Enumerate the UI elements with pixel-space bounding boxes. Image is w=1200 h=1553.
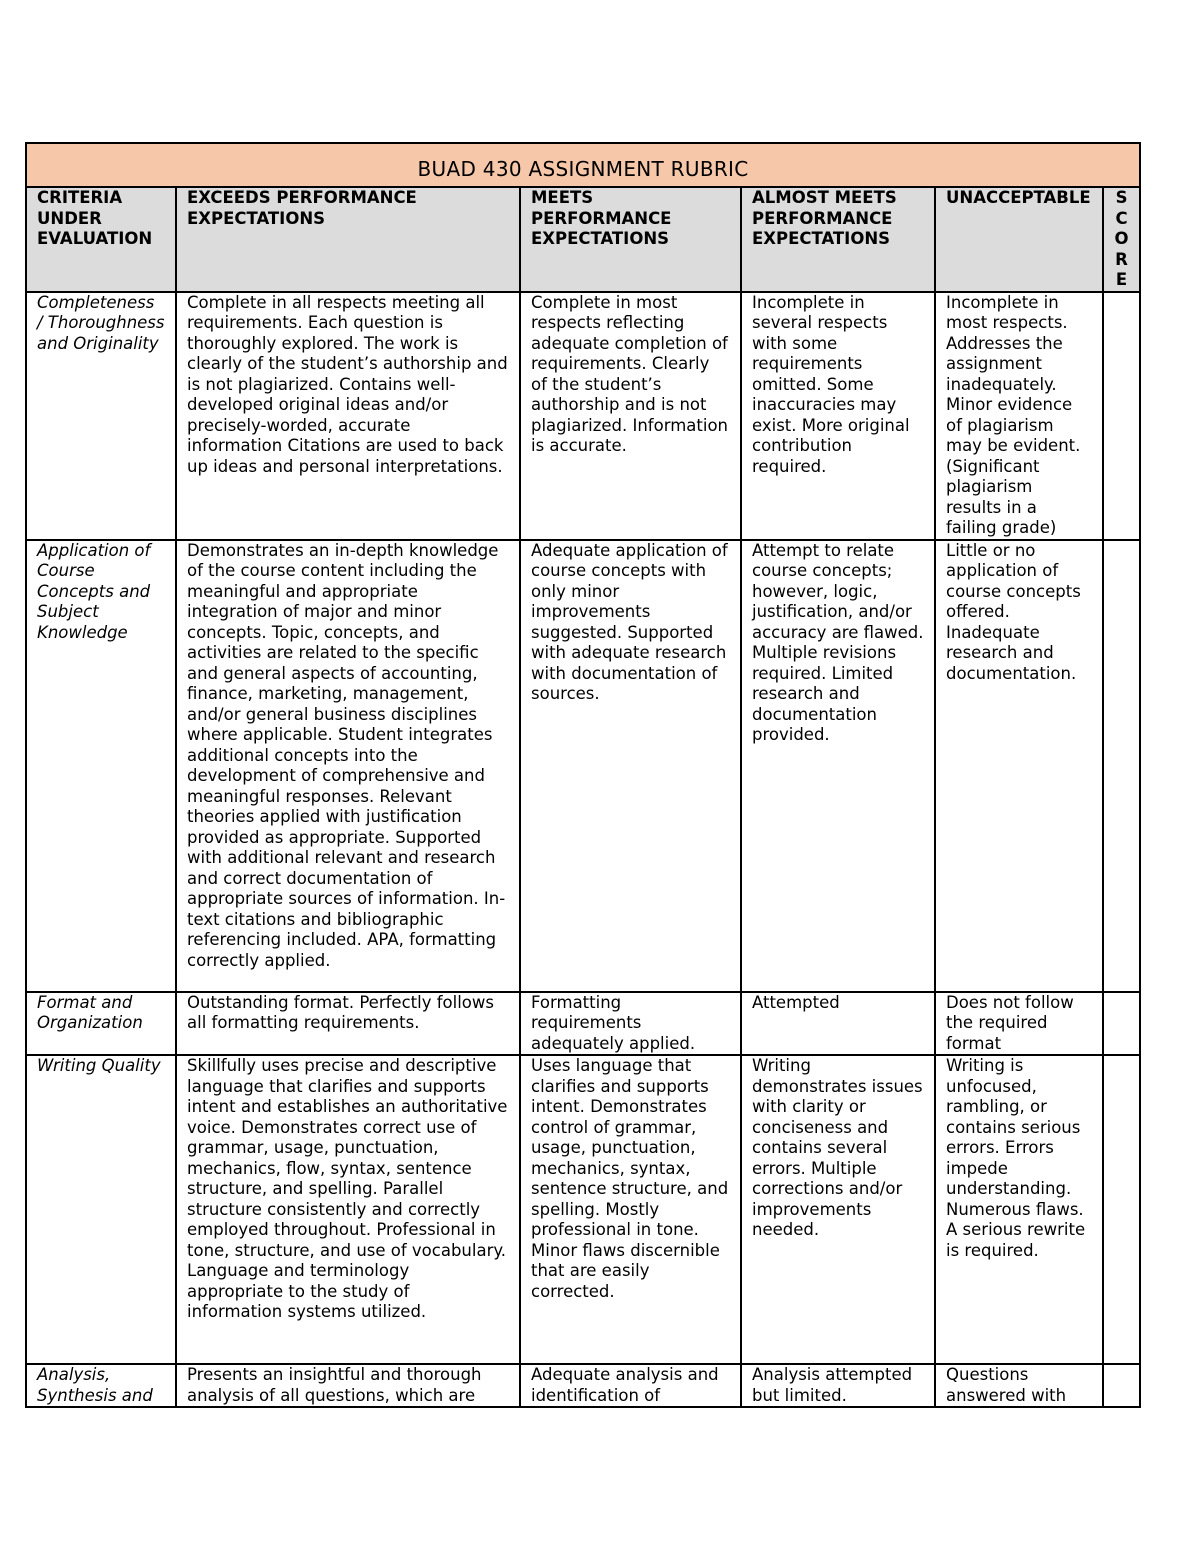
almost-meets-cell: Analysis attempted but limited. — [741, 1364, 935, 1407]
almost-meets-cell: Attempted — [741, 992, 935, 1056]
exceeds-cell: Outstanding format. Perfectly follows all formatting requirements. — [176, 992, 520, 1056]
score-letter: C — [1115, 208, 1128, 228]
criteria-cell: Analysis, Synthesis and — [26, 1364, 176, 1407]
almost-meets-cell: Incomplete in several respects with some requirements omitted. Some inaccuracies may exist. More original contribution required. — [741, 292, 935, 540]
header-meets: MEETS PERFORMANCE EXPECTATIONS — [520, 187, 741, 292]
table-row — [26, 292, 1140, 540]
criteria-cell: Application of Course Concepts and Subject Knowledge — [26, 540, 176, 992]
table-row — [26, 1055, 1140, 1364]
table-row — [26, 540, 1140, 992]
score-letter: R — [1115, 249, 1128, 269]
exceeds-cell: Presents an insightful and thorough analysis of all questions, which are — [176, 1364, 520, 1407]
header-unacceptable: UNACCEPTABLE — [935, 187, 1103, 292]
criteria-cell: Writing Quality — [26, 1055, 176, 1364]
criteria-cell: Completeness / Thoroughness and Originality — [26, 292, 176, 540]
meets-cell: Complete in most respects reflecting adequate completion of requirements. Clearly of the student’s authorship and is not plagiarized. Information is accurate. — [520, 292, 741, 540]
unacceptable-cell: Little or no application of course concepts offered. Inadequate research and documentation. — [935, 540, 1103, 992]
rubric-table — [25, 142, 1141, 1408]
table-row — [26, 992, 1140, 1056]
meets-cell: Uses language that clarifies and supports intent. Demonstrates control of grammar, usage, punctuation, mechanics, syntax, sentence structure, and spelling. Mostly professional in tone. Minor flaws discernible that are easily corrected. — [520, 1055, 741, 1364]
header-row — [26, 187, 1140, 292]
header-almost-meets: ALMOST MEETS PERFORMANCE EXPECTATIONS — [741, 187, 935, 292]
score-letter: O — [1114, 229, 1129, 248]
title-row — [26, 143, 1140, 187]
table-row — [26, 1364, 1140, 1407]
rubric-title: BUAD 430 ASSIGNMENT RUBRIC — [26, 143, 1140, 187]
exceeds-cell: Complete in all respects meeting all requirements. Each question is thoroughly explored. The work is clearly of the student’s authorship and is not plagiarized. Contains well-developed original ideas and/or precisely-worded, accurate information Citations are used to back up ideas and personal interpretations. — [176, 292, 520, 540]
meets-cell: Adequate analysis and identification of — [520, 1364, 741, 1407]
meets-cell: Adequate application of course concepts with only minor improvements suggested. Supported with adequate research with documentation of sources. — [520, 540, 741, 992]
score-cell[interactable] — [1103, 992, 1140, 1056]
score-cell[interactable] — [1103, 1364, 1140, 1407]
exceeds-cell: Demonstrates an in-depth knowledge of the course content including the meaningful and appropriate integration of major and minor concepts. Topic, concepts, and activities are related to the specific and general aspects of accounting, finance, marketing, management, and/or general business disciplines where applicable. Student integrates additional concepts into the development of comprehensive and meaningful responses. Relevant theories applied with justification provided as appropriate. Supported with additional relevant and research and correct documentation of appropriate sources of information. In-text citations and bibliographic referencing included. APA, formatting correctly applied. — [176, 540, 520, 992]
header-criteria: CRITERIA UNDER EVALUATION — [26, 187, 176, 292]
score-cell[interactable] — [1103, 1055, 1140, 1364]
criteria-cell: Format and Organization — [26, 992, 176, 1056]
almost-meets-cell: Writing demonstrates issues with clarity or conciseness and contains several errors. Multiple corrections and/or improvements needed. — [741, 1055, 935, 1364]
almost-meets-cell: Attempt to relate course concepts; however, logic, justification, and/or accuracy are flawed. Multiple revisions required. Limited research and documentation provided. — [741, 540, 935, 992]
unacceptable-cell: Does not follow the required format — [935, 992, 1103, 1056]
header-exceeds: EXCEEDS PERFORMANCE EXPECTATIONS — [176, 187, 520, 292]
score-letter: S — [1115, 188, 1128, 207]
header-score — [1103, 187, 1140, 292]
unacceptable-cell: Incomplete in most respects. Addresses the assignment inadequately. Minor evidence of plagiarism may be evident. (Significant plagiarism results in a failing grade) — [935, 292, 1103, 540]
score-cell[interactable] — [1103, 292, 1140, 540]
unacceptable-cell: Writing is unfocused, rambling, or contains serious errors. Errors impede understanding. Numerous flaws. A serious rewrite is required. — [935, 1055, 1103, 1364]
unacceptable-cell: Questions answered with — [935, 1364, 1103, 1407]
meets-cell: Formatting requirements adequately applied. — [520, 992, 741, 1056]
score-cell[interactable] — [1103, 540, 1140, 992]
exceeds-cell: Skillfully uses precise and descriptive language that clarifies and supports intent and establishes an authoritative voice. Demonstrates correct use of grammar, usage, punctuation, mechanics, flow, syntax, sentence structure, and spelling. Parallel structure consistently and correctly employed throughout. Professional in tone, structure, and use of vocabulary. Language and terminology appropriate to the study of information systems utilized. — [176, 1055, 520, 1364]
score-letter: E — [1115, 270, 1128, 289]
